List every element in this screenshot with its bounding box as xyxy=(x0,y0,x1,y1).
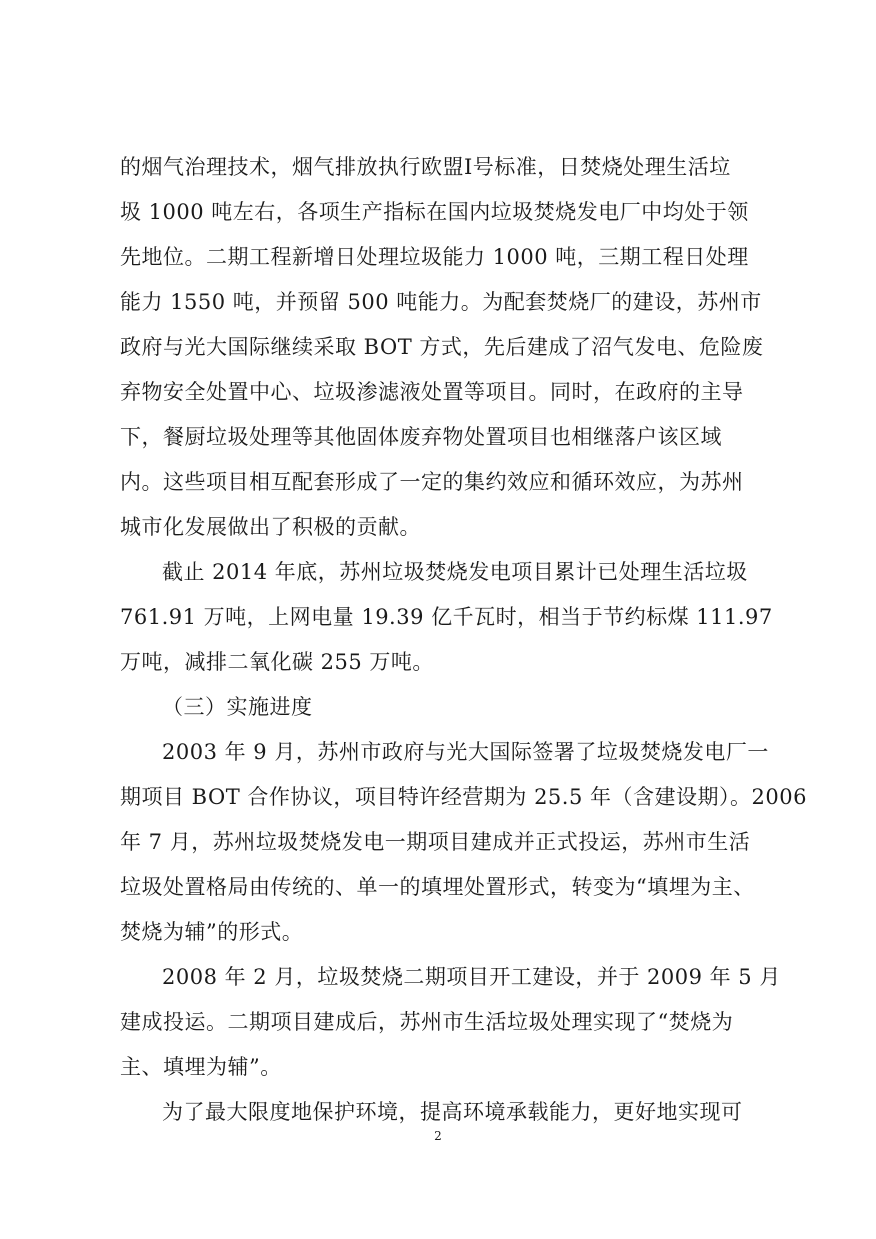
text-line: 主、填埋为辅”。 xyxy=(120,1055,282,1079)
paragraph-start-line: 2008 年 2 月，垃圾焚烧二期项目开工建设，并于 2009 年 5 月 xyxy=(162,965,781,989)
text-line: 内。这些项目相互配套形成了一定的集约效应和循环效应，为苏州 xyxy=(120,470,744,494)
page-number: 2 xyxy=(434,1129,442,1143)
text-line: 的烟气治理技术，烟气排放执行欧盟Ⅰ号标准，日焚烧处理生活垃 xyxy=(120,155,731,179)
body-text xyxy=(120,145,807,1135)
text-line: 年 7 月，苏州垃圾焚烧发电一期项目建成并正式投运，苏州市生活 xyxy=(120,830,751,854)
text-line: 761.91 万吨，上网电量 19.39 亿千瓦时，相当于节约标煤 111.97 xyxy=(120,605,773,629)
text-line: 能力 1550 吨，并预留 500 吨能力。为配套焚烧厂的建设，苏州市 xyxy=(120,290,762,314)
text-line: 弃物安全处置中心、垃圾渗滤液处置等项目。同时，在政府的主导 xyxy=(120,380,744,404)
paragraph-start-line: 截止 2014 年底，苏州垃圾焚烧发电项目累计已处理生活垃圾 xyxy=(162,560,748,584)
paragraph-start-line: 2003 年 9 月，苏州市政府与光大国际签署了垃圾焚烧发电厂一 xyxy=(162,740,769,764)
text-line: 建成投运。二期项目建成后，苏州市生活垃圾处理实现了“焚烧为 xyxy=(120,1010,734,1034)
text-line: 垃圾处置格局由传统的、单一的填埋处置形式，转变为“填埋为主、 xyxy=(120,875,755,899)
section-heading: （三）实施进度 xyxy=(162,695,313,719)
text-line: 期项目 BOT 合作协议，项目特许经营期为 25.5 年（含建设期）。2006 xyxy=(120,785,807,809)
text-line: 焚烧为辅”的形式。 xyxy=(120,920,304,944)
paragraph-start-line: 为了最大限度地保护环境，提高环境承载能力，更好地实现可 xyxy=(162,1100,743,1124)
text-line: 下，餐厨垃圾处理等其他固体废弃物处置项目也相继落户该区域 xyxy=(120,425,722,449)
text-line: 万吨，减排二氧化碳 255 万吨。 xyxy=(120,650,434,674)
text-line: 政府与光大国际继续采取 BOT 方式，先后建成了沼气发电、危险废 xyxy=(120,335,764,359)
text-line: 城市化发展做出了积极的贡献。 xyxy=(120,515,421,539)
text-line: 先地位。二期工程新增日处理垃圾能力 1000 吨，三期工程日处理 xyxy=(120,245,749,269)
text-line: 圾 1000 吨左右，各项生产指标在国内垃圾焚烧发电厂中均处于领 xyxy=(120,200,749,224)
